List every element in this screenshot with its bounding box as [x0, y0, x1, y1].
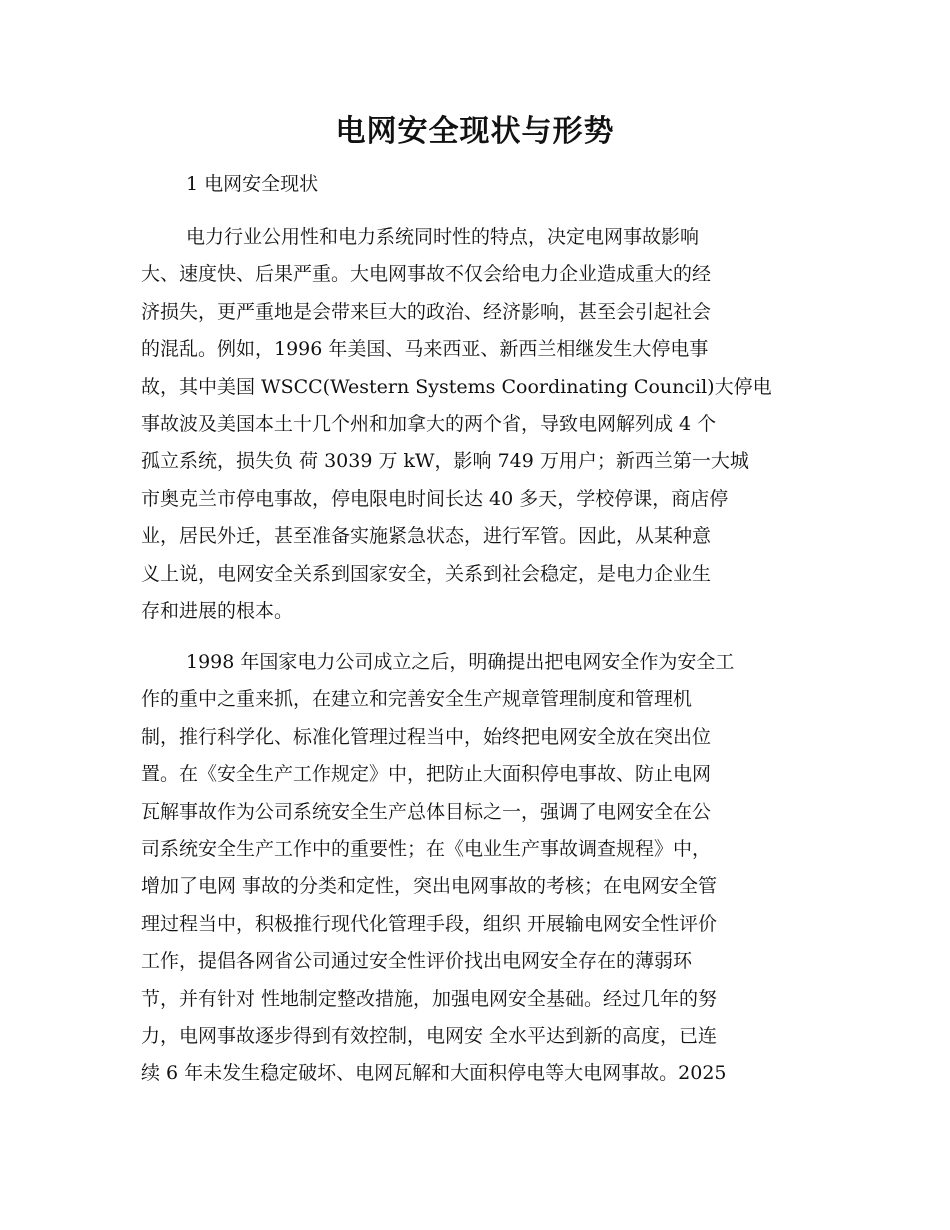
paragraph-line: 故，其中美国 WSCC(Western Systems Coordinating Council)大停电	[141, 375, 772, 398]
paragraph-line: 理过程当中，积极推行现代化管理手段，组织 开展输电网安全性评价	[141, 912, 718, 935]
document-title: 电网安全现状与形势	[335, 114, 615, 149]
paragraph-line: 节，并有针对 性地制定整改措施，加强电网安全基础。经过几年的努	[141, 987, 718, 1010]
paragraph-line: 工作，提倡各网省公司通过安全性评价找出电网安全存在的薄弱环	[141, 950, 693, 973]
section-heading: 1 电网安全现状	[186, 173, 319, 195]
paragraph-line: 大、速度快、后果严重。大电网事故不仅会给电力企业造成重大的经	[141, 263, 712, 286]
paragraph-line: 制，推行科学化、标准化管理过程当中，始终把电网安全放在突出位	[141, 725, 712, 748]
paragraph-line: 置。在《安全生产工作规定》中，把防止大面积停电事故、防止电网	[141, 763, 712, 786]
paragraph-line: 义上说，电网安全关系到国家安全，关系到社会稳定，是电力企业生	[141, 562, 712, 585]
paragraph-line: 业，居民外迁，甚至准备实施紧急状态，进行军管。因此，从某种意	[141, 525, 712, 548]
paragraph-line: 的混乱。例如，1996 年美国、马来西亚、新西兰相继发生大停电事	[141, 338, 709, 361]
paragraph-line: 瓦解事故作为公司系统安全生产总体目标之一，强调了电网安全在公	[141, 800, 712, 823]
paragraph-line: 孤立系统，损失负 荷 3039 万 kW，影响 749 万用户；新西兰第一大城	[141, 450, 749, 473]
paragraph-line: 增加了电网 事故的分类和定性，突出电网事故的考核；在电网安全管	[141, 875, 718, 898]
paragraph-line: 司系统安全生产工作中的重要性；在《电业生产事故调查规程》中，	[141, 838, 712, 861]
paragraph-line: 存和进展的根本。	[141, 600, 294, 623]
paragraph-1	[141, 219, 807, 630]
paragraph-line: 作的重中之重来抓，在建立和完善安全生产规章管理制度和管理机	[141, 688, 693, 711]
paragraph-line: 济损失，更严重地是会带来巨大的政治、经济影响，甚至会引起社会	[141, 300, 712, 323]
paragraph-line: 事故波及美国本土十几个州和加拿大的两个省，导致电网解列成 4 个	[141, 413, 717, 436]
paragraph-line: 力，电网事故逐步得到有效控制，电网安 全水平达到新的高度，已连	[141, 1025, 718, 1048]
paragraph-line: 1998 年国家电力公司成立之后，明确提出把电网安全作为安全工	[186, 651, 735, 673]
paragraph-line: 续 6 年未发生稳定破坏、电网瓦解和大面积停电等大电网事故。2025	[141, 1062, 727, 1085]
paragraph-line: 市奥克兰市停电事故，停电限电时间长达 40 多天，学校停课，商店停	[141, 487, 729, 510]
paragraph-2	[141, 644, 807, 1093]
paragraph-line: 电力行业公用性和电力系统同时性的特点，决定电网事故影响	[186, 226, 700, 248]
